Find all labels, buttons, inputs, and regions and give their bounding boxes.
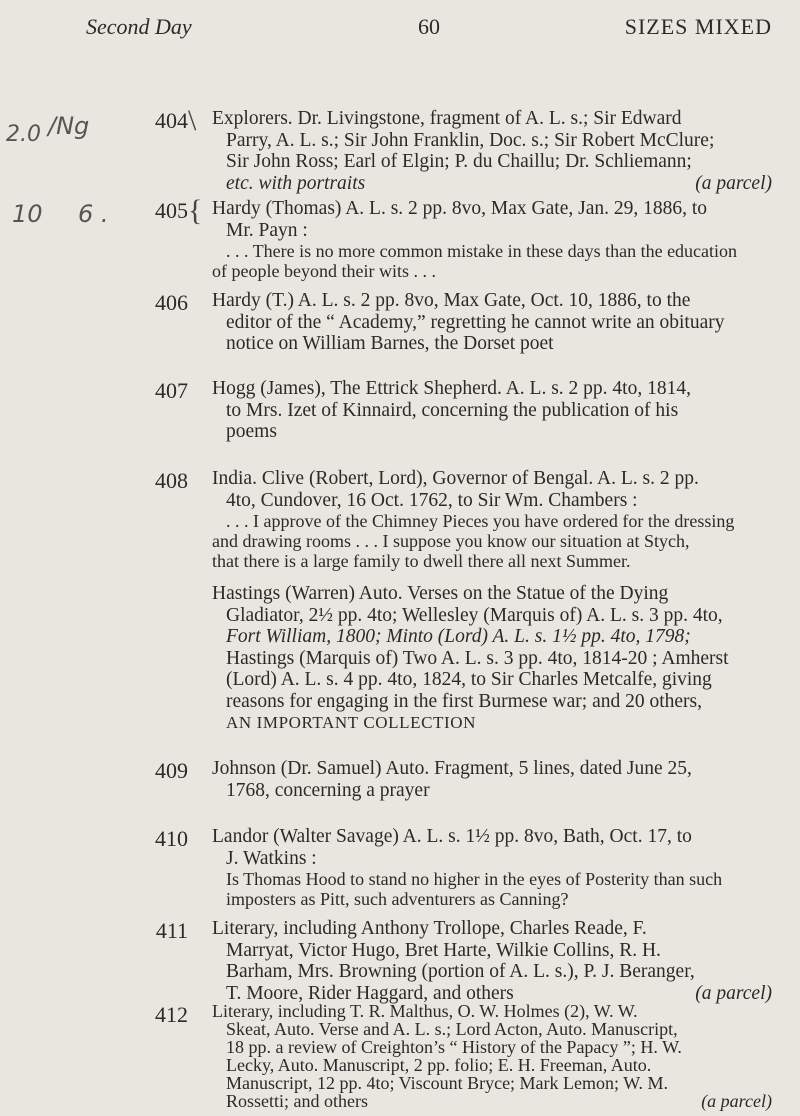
lot-number: 408 (155, 468, 188, 493)
lot-description (212, 108, 772, 194)
lot-number: 404 (155, 108, 188, 133)
page-header (86, 14, 772, 44)
lot-line: 18 pp. a review of Creighton’s “ History of the Papacy ”; H. W. (226, 1037, 682, 1057)
lot-number: 411 (155, 918, 188, 943)
lot-line: India. Clive (Robert, Lord), Governor of Bengal. A. L. s. 2 pp. (212, 468, 699, 489)
lot-line: T. Moore, Rider Haggard, and others (226, 982, 514, 1004)
lot-line: Hastings (Warren) Auto. Verses on the Statue of the Dying (212, 583, 669, 604)
lot-quote-line: . . . I approve of the Chimney Pieces you have ordered for the dressing (226, 511, 735, 531)
handwritten-buyer-404: /Ng (48, 112, 90, 140)
lot-description (212, 378, 772, 443)
lot-line: editor of the “ Academy,” regretting he cannot write an obituary (226, 311, 725, 333)
lot-line: Skeat, Auto. Verse and A. L. s.; Lord Acton, Auto. Manuscript, (226, 1019, 678, 1039)
lot-description (212, 198, 772, 281)
lot-line: Hogg (James), The Ettrick Shepherd. A. L. s. 2 pp. 4to, 1814, (212, 378, 691, 399)
lot-line: Fort William, 1800; Minto (Lord) A. L. s. 1½ pp. 4to, 1798; (226, 626, 691, 647)
handwritten-price-405: 10 (12, 200, 43, 228)
lot-number: 412 (155, 1002, 188, 1027)
lot-quote-line: . . . There is no more common mistake in these days than the education (226, 241, 738, 261)
bracket-mark-405: { (188, 194, 203, 227)
lot-line: Lecky, Auto. Manuscript, 2 pp. folio; E. H. Freeman, Auto. (226, 1055, 652, 1075)
lot-line: Johnson (Dr. Samuel) Auto. Fragment, 5 lines, dated June 25, (212, 758, 692, 779)
lot-line: poems (226, 421, 277, 442)
handwritten-buyer-405: 6 . (78, 200, 109, 228)
lot-number: 407 (155, 378, 188, 403)
lot-quote-line: and drawing rooms . . . I suppose you know our situation at Stych, (212, 531, 690, 551)
lot-line: 4to, Cundover, 16 Oct. 1762, to Sir Wm. Chambers : (226, 489, 638, 511)
spacer (212, 571, 772, 583)
lot-quote-line: imposters as Pitt, such adventurers as Canning? (226, 889, 569, 909)
handwritten-price-404: 2.0 (6, 122, 41, 147)
lot-number: 410 (155, 826, 188, 851)
lot-line: Hardy (Thomas) A. L. s. 2 pp. 8vo, Max Gate, Jan. 29, 1886, to (212, 198, 708, 219)
lot-line: 1768, concerning a prayer (226, 779, 430, 801)
lot-line: etc. with portraits (226, 172, 366, 194)
lot-description (212, 918, 772, 1004)
lot-line: Landor (Walter Savage) A. L. s. 1½ pp. 8vo, Bath, Oct. 17, to (212, 826, 692, 847)
lot-line: notice on William Barnes, the Dorset poet (226, 333, 554, 354)
lot-description (212, 826, 772, 909)
lot-quote-line: Is Thomas Hood to stand no higher in the eyes of Posterity than such (226, 869, 723, 889)
lot-line: J. Watkins : (226, 847, 317, 869)
lot-quantity-note: (a parcel) (695, 982, 772, 1004)
page-number: 60 (418, 14, 440, 39)
lot-line: Sir John Ross; Earl of Elgin; P. du Chaillu; Dr. Schliemann; (226, 151, 692, 172)
lot-number: 409 (155, 758, 188, 783)
lot-line: reasons for engaging in the first Burmese war; and 20 others, (226, 690, 702, 712)
lot-description (212, 468, 772, 734)
lot-quote-line: of people beyond their wits . . . (212, 261, 436, 281)
lot-line: Literary, including Anthony Trollope, Charles Reade, F. (212, 918, 647, 939)
lot-line-with-note (212, 173, 772, 195)
lot-highlight-line: AN IMPORTANT COLLECTION (226, 713, 477, 732)
lot-line: Literary, including T. R. Malthus, O. W. Holmes (2), W. W. (212, 1001, 638, 1021)
lot-line: Gladiator, 2½ pp. 4to; Wellesley (Marquis of) A. L. s. 3 pp. 4to, (226, 604, 723, 626)
lot-quantity-note: (a parcel) (701, 1091, 772, 1111)
lot-description (212, 1002, 772, 1110)
lot-line: Hardy (T.) A. L. s. 2 pp. 8vo, Max Gate, Oct. 10, 1886, to the (212, 290, 691, 311)
sale-day-heading: Second Day (86, 14, 192, 39)
lot-line: Hastings (Marquis of) Two A. L. s. 3 pp. 4to, 1814-20 ; Amherst (226, 647, 729, 669)
lot-description (212, 290, 772, 355)
lot-line: Rossetti; and others (226, 1091, 368, 1111)
lot-line: (Lord) A. L. s. 4 pp. 4to, 1824, to Sir Charles Metcalfe, giving (226, 669, 712, 690)
lot-description (212, 758, 772, 801)
lot-line: Parry, A. L. s.; Sir John Franklin, Doc. s.; Sir Robert McClure; (226, 129, 715, 151)
lot-line: Marryat, Victor Hugo, Bret Harte, Wilkie Collins, R. H. (226, 939, 661, 961)
bracket-mark-404: \ (188, 104, 197, 137)
lot-quote-line: that there is a large family to dwell there all next Summer. (212, 551, 631, 571)
lot-number: 405 (155, 198, 188, 223)
lot-line: Barham, Mrs. Browning (portion of A. L. s.), P. J. Beranger, (226, 961, 695, 982)
lot-line: to Mrs. Izet of Kinnaird, concerning the publication of his (226, 399, 679, 421)
lot-number: 406 (155, 290, 188, 315)
lot-line-with-note (212, 1092, 772, 1110)
section-heading: SIZES MIXED (624, 14, 772, 39)
lot-line: Mr. Payn : (226, 219, 308, 241)
lot-line: Manuscript, 12 pp. 4to; Viscount Bryce; Mark Lemon; W. M. (226, 1073, 669, 1093)
lot-quantity-note: (a parcel) (695, 172, 772, 194)
lot-line: Explorers. Dr. Livingstone, fragment of A. L. s.; Sir Edward (212, 108, 682, 129)
